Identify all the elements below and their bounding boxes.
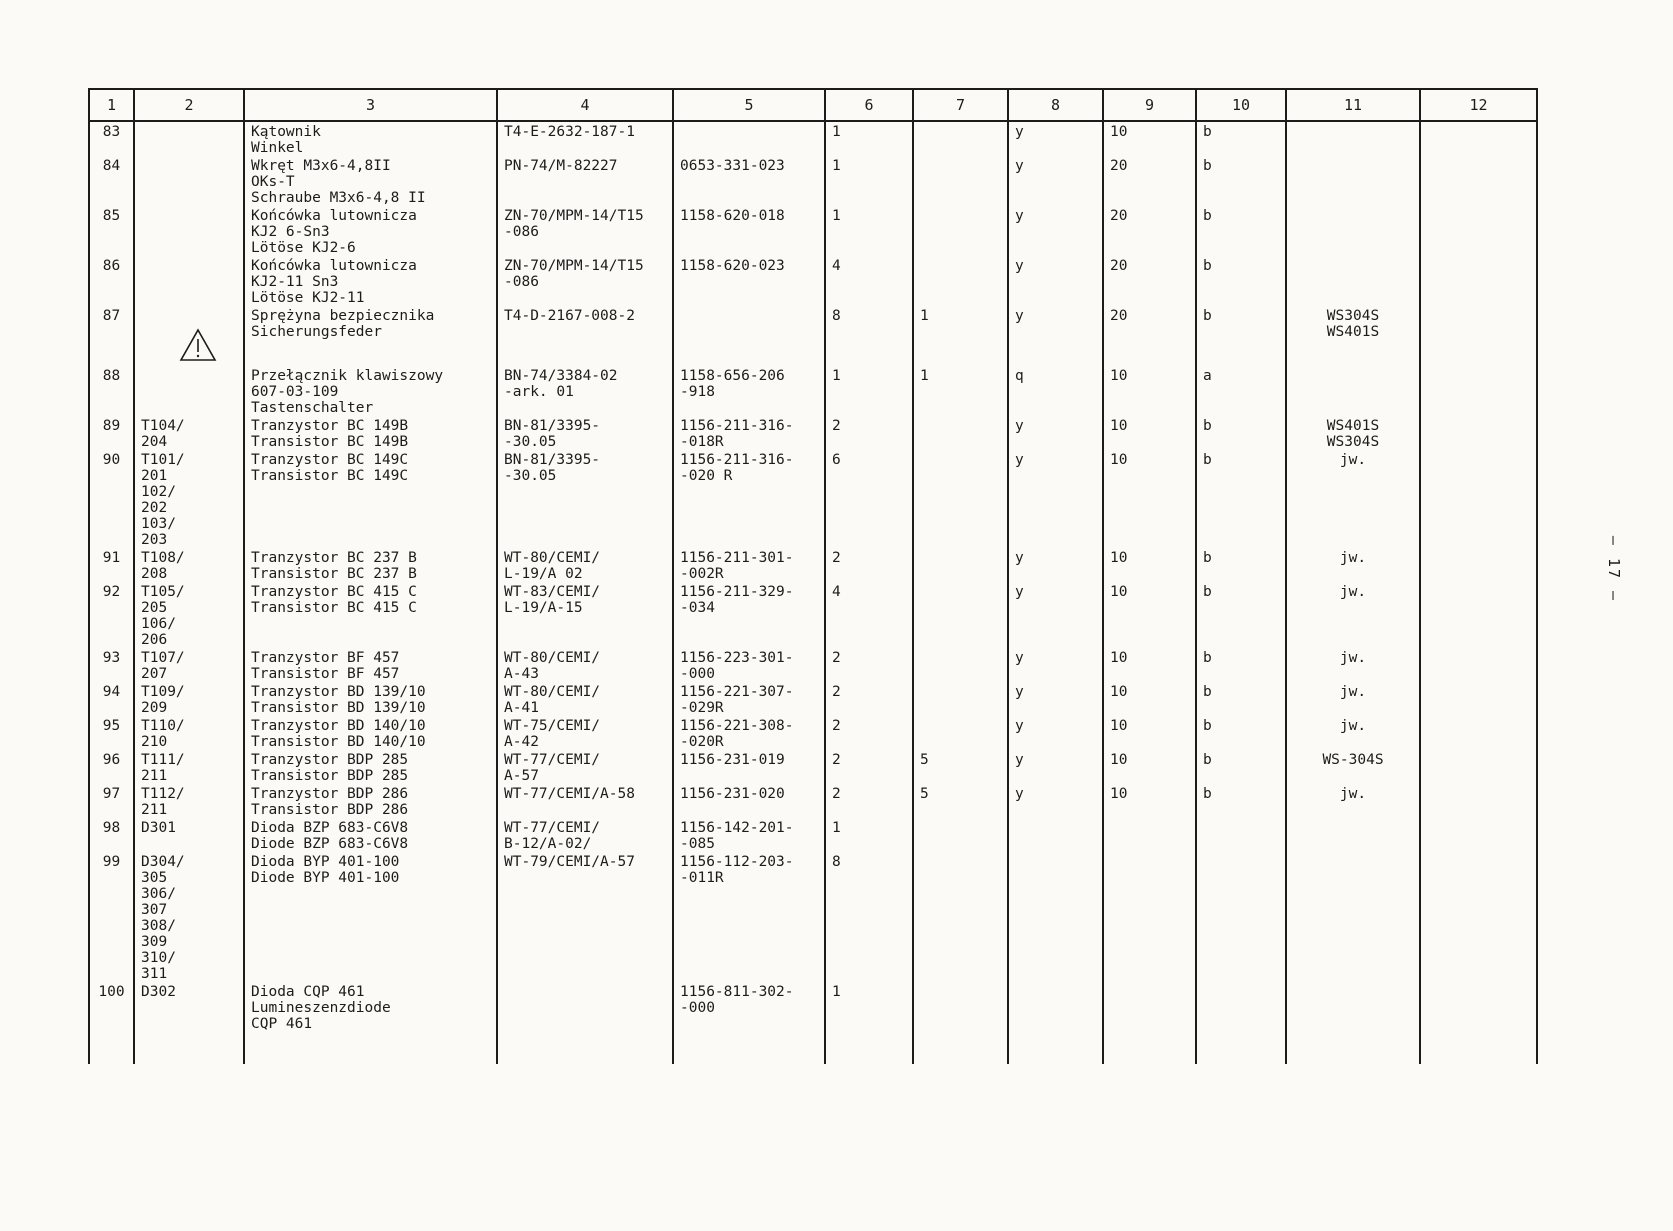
index-cell: 1156-231-019 — [673, 750, 825, 784]
column-header: 3 — [244, 89, 497, 121]
column-12-cell — [1420, 156, 1537, 206]
column-header: 1 — [89, 89, 134, 121]
index-cell: 1156-211-301- -002R — [673, 548, 825, 582]
symbol-cell: T108/ 208 — [134, 548, 244, 582]
column-7-cell — [913, 682, 1008, 716]
standard-cell: WT-77/CEMI/ A-57 — [497, 750, 673, 784]
quantity-cell: 1 — [825, 818, 913, 852]
standard-cell: T4-D-2167-008-2 — [497, 306, 673, 366]
name-cell: Tranzystor BF 457 Transistor BF 457 — [244, 648, 497, 682]
row-number: 86 — [89, 256, 134, 306]
quantity-cell: 2 — [825, 716, 913, 750]
symbol-cell — [134, 366, 244, 416]
column-12-cell — [1420, 682, 1537, 716]
standard-cell: PN-74/M-82227 — [497, 156, 673, 206]
table-row — [89, 416, 1537, 450]
column-11-cell — [1286, 256, 1420, 306]
column-10-cell — [1196, 982, 1286, 1032]
empty-cell — [673, 1032, 825, 1064]
index-cell: 1156-231-020 — [673, 784, 825, 818]
empty-cell — [1420, 1032, 1537, 1064]
column-7-cell — [913, 648, 1008, 682]
column-9-cell: 10 — [1103, 648, 1196, 682]
index-cell — [673, 306, 825, 366]
symbol-cell — [134, 156, 244, 206]
table-row — [89, 716, 1537, 750]
column-9-cell: 20 — [1103, 156, 1196, 206]
table-row — [89, 256, 1537, 306]
table-row — [89, 366, 1537, 416]
column-11-cell: jw. — [1286, 648, 1420, 682]
row-number: 95 — [89, 716, 134, 750]
row-number: 90 — [89, 450, 134, 548]
quantity-cell: 1 — [825, 206, 913, 256]
quantity-cell: 1 — [825, 366, 913, 416]
name-cell: Dioda BZP 683-C6V8 Diode BZP 683-C6V8 — [244, 818, 497, 852]
column-8-cell — [1008, 818, 1103, 852]
symbol-cell: D302 — [134, 982, 244, 1032]
column-12-cell — [1420, 750, 1537, 784]
column-7-cell: 1 — [913, 306, 1008, 366]
column-11-cell — [1286, 818, 1420, 852]
column-12-cell — [1420, 306, 1537, 366]
column-11-cell — [1286, 366, 1420, 416]
column-8-cell: y — [1008, 582, 1103, 648]
column-12-cell — [1420, 818, 1537, 852]
column-11-cell — [1286, 982, 1420, 1032]
empty-cell — [89, 1032, 134, 1064]
warning-triangle-icon — [179, 328, 217, 362]
column-9-cell: 10 — [1103, 450, 1196, 548]
column-8-cell — [1008, 852, 1103, 982]
table-row — [89, 852, 1537, 982]
name-cell: Dioda BYP 401-100 Diode BYP 401-100 — [244, 852, 497, 982]
name-cell: Wkręt M3x6-4,8II OKs-T Schraube M3x6-4,8 II — [244, 156, 497, 206]
index-cell: 0653-331-023 — [673, 156, 825, 206]
column-8-cell: y — [1008, 156, 1103, 206]
row-number: 97 — [89, 784, 134, 818]
column-9-cell — [1103, 852, 1196, 982]
row-number: 83 — [89, 121, 134, 156]
quantity-cell: 8 — [825, 852, 913, 982]
index-cell: 1156-211-329- -034 — [673, 582, 825, 648]
column-9-cell — [1103, 982, 1196, 1032]
column-12-cell — [1420, 582, 1537, 648]
empty-cell — [825, 1032, 913, 1064]
column-11-cell: jw. — [1286, 582, 1420, 648]
column-12-cell — [1420, 784, 1537, 818]
column-9-cell: 20 — [1103, 206, 1196, 256]
table-row — [89, 818, 1537, 852]
table-row — [89, 121, 1537, 156]
column-11-cell: WS304S WS401S — [1286, 306, 1420, 366]
column-8-cell: y — [1008, 206, 1103, 256]
column-10-cell: b — [1196, 682, 1286, 716]
column-11-cell: jw. — [1286, 682, 1420, 716]
table-row — [89, 450, 1537, 548]
parts-table — [88, 88, 1538, 1064]
column-12-cell — [1420, 121, 1537, 156]
column-10-cell — [1196, 818, 1286, 852]
name-cell: Dioda CQP 461 Lumineszenzdiode CQP 461 — [244, 982, 497, 1032]
column-10-cell: a — [1196, 366, 1286, 416]
column-header: 7 — [913, 89, 1008, 121]
column-11-cell — [1286, 852, 1420, 982]
column-10-cell: b — [1196, 648, 1286, 682]
index-cell: 1156-811-302- -000 — [673, 982, 825, 1032]
column-11-cell: jw. — [1286, 548, 1420, 582]
column-8-cell: y — [1008, 256, 1103, 306]
symbol-cell: D301 — [134, 818, 244, 852]
column-11-cell: jw. — [1286, 716, 1420, 750]
symbol-cell — [134, 121, 244, 156]
column-7-cell — [913, 716, 1008, 750]
table-row — [89, 206, 1537, 256]
name-cell: Tranzystor BD 140/10 Transistor BD 140/10 — [244, 716, 497, 750]
index-cell: 1156-142-201- -085 — [673, 818, 825, 852]
table-row — [89, 682, 1537, 716]
column-12-cell — [1420, 648, 1537, 682]
row-number: 94 — [89, 682, 134, 716]
column-10-cell: b — [1196, 206, 1286, 256]
empty-cell — [134, 1032, 244, 1064]
name-cell: Tranzystor BC 149C Transistor BC 149C — [244, 450, 497, 548]
row-number: 92 — [89, 582, 134, 648]
row-number: 89 — [89, 416, 134, 450]
symbol-cell: D304/ 305 306/ 307 308/ 309 310/ 311 — [134, 852, 244, 982]
name-cell: Tranzystor BC 149B Transistor BC 149B — [244, 416, 497, 450]
table-row — [89, 548, 1537, 582]
name-cell: Przełącznik klawiszowy 607-03-109 Tastenschalter — [244, 366, 497, 416]
row-number: 98 — [89, 818, 134, 852]
column-10-cell: b — [1196, 716, 1286, 750]
index-cell: 1156-221-308- -020R — [673, 716, 825, 750]
column-11-cell — [1286, 156, 1420, 206]
row-number: 100 — [89, 982, 134, 1032]
column-10-cell: b — [1196, 256, 1286, 306]
column-9-cell: 10 — [1103, 750, 1196, 784]
table-row — [89, 306, 1537, 366]
column-9-cell: 10 — [1103, 716, 1196, 750]
table-header-row — [89, 89, 1537, 121]
column-10-cell: b — [1196, 784, 1286, 818]
standard-cell: WT-77/CEMI/A-58 — [497, 784, 673, 818]
standard-cell: WT-80/CEMI/ A-43 — [497, 648, 673, 682]
column-header: 5 — [673, 89, 825, 121]
symbol-cell — [134, 306, 244, 366]
symbol-cell: T109/ 209 — [134, 682, 244, 716]
index-cell: 1158-620-023 — [673, 256, 825, 306]
index-cell: 1156-211-316- -020 R — [673, 450, 825, 548]
quantity-cell: 2 — [825, 648, 913, 682]
column-8-cell: y — [1008, 648, 1103, 682]
column-9-cell: 10 — [1103, 784, 1196, 818]
column-9-cell: 20 — [1103, 306, 1196, 366]
column-12-cell — [1420, 416, 1537, 450]
column-header: 10 — [1196, 89, 1286, 121]
column-9-cell: 10 — [1103, 582, 1196, 648]
name-cell: Tranzystor BDP 285 Transistor BDP 285 — [244, 750, 497, 784]
column-12-cell — [1420, 450, 1537, 548]
quantity-cell: 2 — [825, 416, 913, 450]
column-9-cell: 10 — [1103, 548, 1196, 582]
column-11-cell: WS-304S — [1286, 750, 1420, 784]
column-12-cell — [1420, 548, 1537, 582]
standard-cell — [497, 982, 673, 1032]
column-7-cell: 5 — [913, 750, 1008, 784]
index-cell: 1156-223-301- -000 — [673, 648, 825, 682]
name-cell: Tranzystor BDP 286 Transistor BDP 286 — [244, 784, 497, 818]
column-9-cell: 10 — [1103, 121, 1196, 156]
column-8-cell: y — [1008, 306, 1103, 366]
standard-cell: WT-75/CEMI/ A-42 — [497, 716, 673, 750]
table-row — [89, 784, 1537, 818]
column-8-cell: q — [1008, 366, 1103, 416]
page-number: — 17 — — [1604, 535, 1623, 603]
column-11-cell — [1286, 121, 1420, 156]
name-cell: Kątownik Winkel — [244, 121, 497, 156]
standard-cell: WT-79/CEMI/A-57 — [497, 852, 673, 982]
column-7-cell — [913, 121, 1008, 156]
index-cell: 1156-211-316- -018R — [673, 416, 825, 450]
table-tail-row — [89, 1032, 1537, 1064]
column-12-cell — [1420, 982, 1537, 1032]
column-12-cell — [1420, 852, 1537, 982]
empty-cell — [1008, 1032, 1103, 1064]
column-8-cell: y — [1008, 750, 1103, 784]
column-7-cell: 1 — [913, 366, 1008, 416]
quantity-cell: 2 — [825, 784, 913, 818]
column-10-cell: b — [1196, 450, 1286, 548]
symbol-cell: T105/ 205 106/ 206 — [134, 582, 244, 648]
quantity-cell: 2 — [825, 682, 913, 716]
standard-cell: BN-81/3395- -30.05 — [497, 416, 673, 450]
column-8-cell: y — [1008, 416, 1103, 450]
quantity-cell: 2 — [825, 548, 913, 582]
symbol-cell: T111/ 211 — [134, 750, 244, 784]
name-cell: Tranzystor BC 237 B Transistor BC 237 B — [244, 548, 497, 582]
symbol-cell — [134, 256, 244, 306]
symbol-cell: T104/ 204 — [134, 416, 244, 450]
quantity-cell: 6 — [825, 450, 913, 548]
empty-cell — [913, 1032, 1008, 1064]
standard-cell: T4-E-2632-187-1 — [497, 121, 673, 156]
standard-cell: WT-80/CEMI/ L-19/A 02 — [497, 548, 673, 582]
column-10-cell: b — [1196, 156, 1286, 206]
column-9-cell: 10 — [1103, 682, 1196, 716]
column-10-cell: b — [1196, 582, 1286, 648]
column-8-cell: y — [1008, 548, 1103, 582]
column-header: 9 — [1103, 89, 1196, 121]
column-8-cell: y — [1008, 682, 1103, 716]
quantity-cell: 4 — [825, 256, 913, 306]
quantity-cell: 1 — [825, 121, 913, 156]
column-12-cell — [1420, 256, 1537, 306]
column-8-cell: y — [1008, 784, 1103, 818]
table-row — [89, 750, 1537, 784]
column-7-cell — [913, 256, 1008, 306]
row-number: 99 — [89, 852, 134, 982]
column-7-cell: 5 — [913, 784, 1008, 818]
column-10-cell: b — [1196, 306, 1286, 366]
column-9-cell: 20 — [1103, 256, 1196, 306]
standard-cell: BN-81/3395- -30.05 — [497, 450, 673, 548]
standard-cell: ZN-70/MPM-14/T15 -086 — [497, 256, 673, 306]
column-header: 8 — [1008, 89, 1103, 121]
name-cell: Końcówka lutownicza KJ2 6-Sn3 Lötöse KJ2-6 — [244, 206, 497, 256]
standard-cell: WT-80/CEMI/ A-41 — [497, 682, 673, 716]
empty-cell — [497, 1032, 673, 1064]
column-9-cell — [1103, 818, 1196, 852]
column-12-cell — [1420, 366, 1537, 416]
column-10-cell: b — [1196, 416, 1286, 450]
column-7-cell — [913, 156, 1008, 206]
symbol-cell: T112/ 211 — [134, 784, 244, 818]
column-12-cell — [1420, 716, 1537, 750]
table-row — [89, 156, 1537, 206]
column-11-cell: WS401S WS304S — [1286, 416, 1420, 450]
column-12-cell — [1420, 206, 1537, 256]
column-8-cell: y — [1008, 716, 1103, 750]
column-9-cell: 10 — [1103, 366, 1196, 416]
symbol-cell: T101/ 201 102/ 202 103/ 203 — [134, 450, 244, 548]
column-header: 11 — [1286, 89, 1420, 121]
symbol-cell — [134, 206, 244, 256]
column-header: 4 — [497, 89, 673, 121]
row-number: 93 — [89, 648, 134, 682]
column-7-cell — [913, 548, 1008, 582]
column-10-cell: b — [1196, 548, 1286, 582]
index-cell — [673, 121, 825, 156]
name-cell: Tranzystor BD 139/10 Transistor BD 139/10 — [244, 682, 497, 716]
column-7-cell — [913, 450, 1008, 548]
column-header: 6 — [825, 89, 913, 121]
name-cell: Końcówka lutownicza KJ2-11 Sn3 Lötöse KJ2-11 — [244, 256, 497, 306]
empty-cell — [1196, 1032, 1286, 1064]
column-10-cell: b — [1196, 121, 1286, 156]
index-cell: 1156-221-307- -029R — [673, 682, 825, 716]
column-7-cell — [913, 582, 1008, 648]
index-cell: 1158-656-206 -918 — [673, 366, 825, 416]
row-number: 91 — [89, 548, 134, 582]
row-number: 87 — [89, 306, 134, 366]
standard-cell: ZN-70/MPM-14/T15 -086 — [497, 206, 673, 256]
column-10-cell — [1196, 852, 1286, 982]
quantity-cell: 2 — [825, 750, 913, 784]
column-8-cell — [1008, 982, 1103, 1032]
column-10-cell: b — [1196, 750, 1286, 784]
table-row — [89, 582, 1537, 648]
column-header: 2 — [134, 89, 244, 121]
index-cell: 1158-620-018 — [673, 206, 825, 256]
column-7-cell — [913, 416, 1008, 450]
column-11-cell: jw. — [1286, 450, 1420, 548]
index-cell: 1156-112-203- -011R — [673, 852, 825, 982]
column-header: 12 — [1420, 89, 1537, 121]
empty-cell — [244, 1032, 497, 1064]
row-number: 96 — [89, 750, 134, 784]
column-9-cell: 10 — [1103, 416, 1196, 450]
standard-cell: BN-74/3384-02 -ark. 01 — [497, 366, 673, 416]
column-7-cell — [913, 982, 1008, 1032]
column-8-cell: y — [1008, 450, 1103, 548]
row-number: 85 — [89, 206, 134, 256]
table-row — [89, 982, 1537, 1032]
parts-list-sheet — [88, 88, 1536, 1150]
quantity-cell: 1 — [825, 982, 913, 1032]
quantity-cell: 4 — [825, 582, 913, 648]
column-8-cell: y — [1008, 121, 1103, 156]
column-7-cell — [913, 818, 1008, 852]
column-7-cell — [913, 852, 1008, 982]
column-11-cell — [1286, 206, 1420, 256]
column-11-cell: jw. — [1286, 784, 1420, 818]
row-number: 88 — [89, 366, 134, 416]
column-7-cell — [913, 206, 1008, 256]
row-number: 84 — [89, 156, 134, 206]
standard-cell: WT-83/CEMI/ L-19/A-15 — [497, 582, 673, 648]
standard-cell: WT-77/CEMI/ B-12/A-02/ — [497, 818, 673, 852]
symbol-cell: T107/ 207 — [134, 648, 244, 682]
empty-cell — [1103, 1032, 1196, 1064]
table-row — [89, 648, 1537, 682]
empty-cell — [1286, 1032, 1420, 1064]
name-cell: Sprężyna bezpiecznika Sicherungsfeder — [244, 306, 497, 366]
quantity-cell: 1 — [825, 156, 913, 206]
quantity-cell: 8 — [825, 306, 913, 366]
symbol-cell: T110/ 210 — [134, 716, 244, 750]
name-cell: Tranzystor BC 415 C Transistor BC 415 C — [244, 582, 497, 648]
